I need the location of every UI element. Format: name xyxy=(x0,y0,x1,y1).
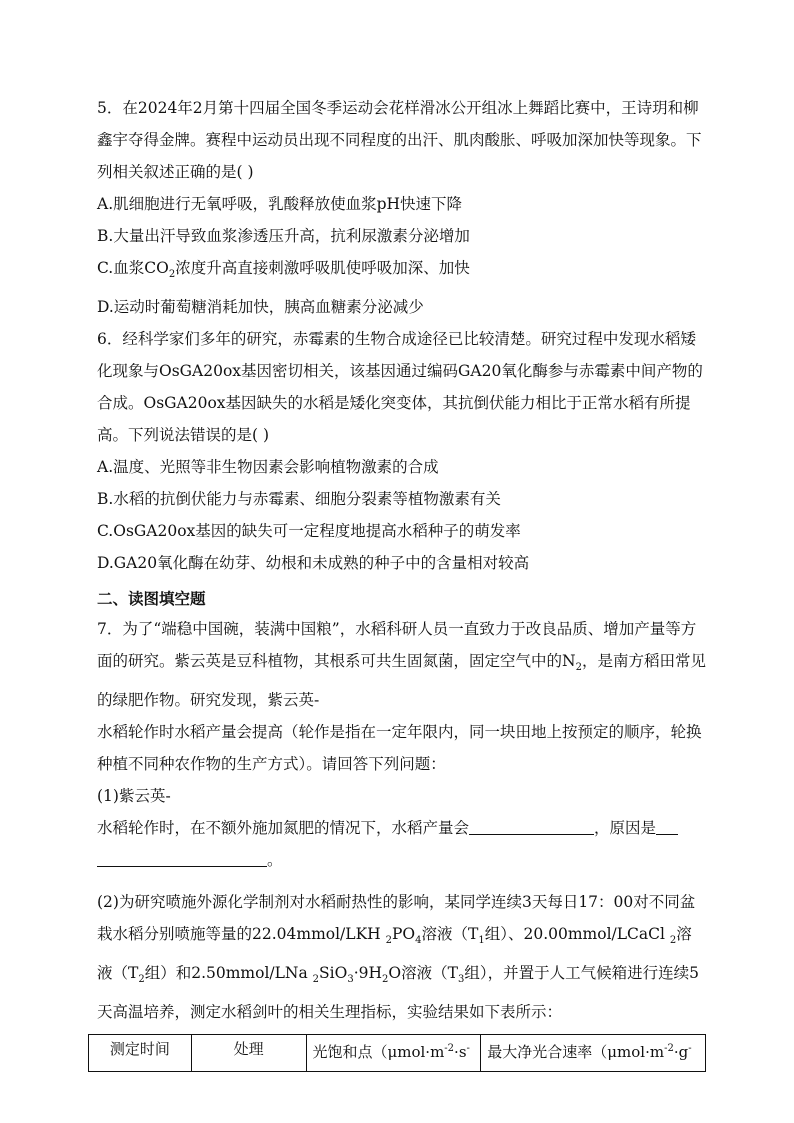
q7-intro-a: 7．为了“端稳中国碗，装满中国粮”，水稻科研人员一直致力于改良品质、增加产量等方面的研究。紫云英是豆科植物，其根系可共生固氮菌，固定空气中的N xyxy=(97,620,697,671)
question-7 xyxy=(97,613,707,1028)
q7-part2 xyxy=(97,886,707,1028)
h3-sup2: - xyxy=(466,1043,470,1055)
q7-part2-g: SiO xyxy=(319,964,348,983)
q7-part2-s9: 3 xyxy=(457,974,465,986)
q5-option-c-post: 浓度升高直接刺激呼吸肌使呼吸加深、加快 xyxy=(175,259,470,277)
q7-part2-s3: 1 xyxy=(478,935,485,947)
q7-part2-s7: 3 xyxy=(347,974,354,986)
q6-option-a[interactable]: A.温度、光照等非生物因素会影响植物激素的合成 xyxy=(97,458,439,477)
q7-part2-a: (2)为研究喷施外源化学制剂对水稻耐热性的影响，某同学连续3天每日17：00对不同盆栽水稻分别喷施等量的22.04mmol/LKH xyxy=(97,893,696,944)
q7-part2-s4: 2 xyxy=(669,935,677,947)
q5-option-a[interactable]: A.肌细胞进行无氧呼吸，乳酸释放使血浆pH快速下降 xyxy=(97,195,463,213)
q6-option-c[interactable]: C.OsGA20ox基因的缺失可一定程度地提高水稻种子的萌发率 xyxy=(97,522,521,541)
q7-part2-s8: 2 xyxy=(382,974,389,986)
q6-option-b[interactable]: B.水稻的抗倒伏能力与赤霉素、细胞分裂素等植物激素有关 xyxy=(97,490,501,509)
h4-sup: -2 xyxy=(664,1043,674,1055)
q7-part1-label: (1)紫云英- xyxy=(97,787,171,806)
q7-part2-h: ·9H xyxy=(353,964,383,983)
question-6 xyxy=(97,323,707,579)
question-5 xyxy=(97,92,707,323)
q7-part1-answer-blank-1[interactable] xyxy=(469,816,594,835)
q5-option-c-pre: C.血浆CO xyxy=(97,259,169,277)
q7-intro-sub: 2 xyxy=(575,662,582,674)
h4-sup2: - xyxy=(688,1043,692,1055)
header-cell-time: 测定时间 xyxy=(89,1035,192,1072)
q7-part1-text-a: 水稻轮作时，在不额外施加氮肥的情况下，水稻产量会 xyxy=(97,819,470,838)
q7-part2-d: 组）、20.00mmol/LCaCl xyxy=(484,925,670,944)
document-page xyxy=(97,92,707,1072)
header-cell-max-photosynthesis xyxy=(481,1035,706,1072)
table-header-row xyxy=(89,1035,706,1072)
results-table xyxy=(88,1034,706,1072)
header-cell-treatment: 处理 xyxy=(191,1035,306,1072)
q7-part1-answer-blank-2a[interactable] xyxy=(656,816,678,835)
q7-part2-s1: 2 xyxy=(385,935,392,947)
q7-part1-text-b: ，原因是 xyxy=(594,819,657,838)
h4-b: ·g xyxy=(673,1043,689,1062)
q7-intro-b: ，是南方稻田常见的绿肥作物。研究发现，紫云英- xyxy=(97,652,706,710)
q7-intro-2: 水稻轮作时水稻产量会提高（轮作是指在一定年限内，同一块田地上按预定的顺序，轮换种植不同种农作物的生产方式）。请回答下列问题： xyxy=(97,723,702,774)
q5-stem: 5．在2024年2月第十四届全国冬季运动会花样滑冰公开组冰上舞蹈比赛中，王诗玥和柳鑫宇夺得金牌。赛程中运动员出现不同程度的出汗、肌肉酸胀、呼吸加深加快等现象。下列相关叙述正确的是( ) xyxy=(97,99,702,181)
q7-part2-c: 溶液（T xyxy=(421,925,479,944)
h3-b: ·s xyxy=(454,1043,467,1062)
h3-sup: -2 xyxy=(444,1043,455,1055)
q6-stem: 6．经科学家们多年的研究，赤霉素的生物合成途径已比较清楚。研究过程中发现水稻矮化现象与OsGA20ox基因密切相关，该基因通过编码GA20氧化酶参与赤霉素中间产物的合成。OsGA20ox基因缺失的水稻是矮化突变体，其抗倒伏能力相比于正常水稻有所提高。下列说法错误的是( ) xyxy=(97,330,703,445)
q5-option-c-sub: 2 xyxy=(168,269,176,281)
q7-part1-end: 。 xyxy=(267,851,283,870)
q7-part2-s2: 4 xyxy=(415,935,422,947)
q5-option-d[interactable]: D.运动时葡萄糖消耗加快，胰高血糖素分泌减少 xyxy=(97,298,424,317)
q7-part2-s5: 2 xyxy=(138,974,145,986)
q7-part2-b: PO xyxy=(391,925,416,944)
q7-part1-answer-blank-2b[interactable] xyxy=(97,848,267,867)
q7-intro xyxy=(97,613,707,716)
h4-a: 最大净光合速率（μmol·m xyxy=(487,1043,665,1062)
header-cell-light-saturation xyxy=(306,1035,481,1072)
q7-part2-i: O溶液（T xyxy=(388,964,458,983)
q7-part2-e: 溶液（T xyxy=(97,925,692,983)
q6-option-d[interactable]: D.GA20氧化酶在幼芽、幼根和未成熟的种子中的含量相对较高 xyxy=(97,554,530,573)
q7-part2-f: 组）和2.50mmol/LNa xyxy=(144,964,313,983)
q7-part2-s6: 2 xyxy=(312,974,320,986)
section-heading: 二、读图填空题 xyxy=(97,590,206,609)
h3-a: 光饱和点（μmol·m xyxy=(312,1043,445,1062)
q5-option-c[interactable] xyxy=(97,252,707,291)
q7-part2-j: 组），并置于人工气候箱进行连续5天高温培养，测定水稻剑叶的相关生理指标，实验结果如下表所示： xyxy=(97,964,699,1022)
q7-part1 xyxy=(97,812,707,876)
q5-option-b[interactable]: B.大量出汗导致血浆渗透压升高，抗利尿激素分泌增加 xyxy=(97,227,470,245)
